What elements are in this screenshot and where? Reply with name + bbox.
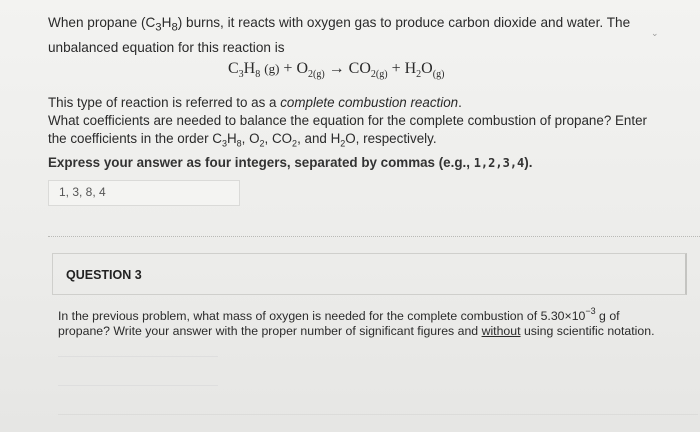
reaction-arrow: →	[328, 60, 345, 77]
q3-text-a: In the previous problem, what mass of oxygen is needed for the complete combustion of 5.30×10	[58, 309, 586, 323]
combustion-note	[48, 94, 668, 112]
q3-text-b: g of propane? Write your answer with the proper number of significant figures and	[58, 309, 620, 338]
answer-instruction	[48, 155, 532, 170]
instruction-example: 1,2,3,4	[473, 156, 525, 170]
q3-bottom-rule	[58, 414, 698, 416]
q3-answer-field[interactable]	[58, 356, 218, 386]
question3-text	[58, 304, 658, 339]
instruction-end: ).	[524, 155, 533, 170]
note-text: This type of reaction is referred to as a	[48, 95, 281, 110]
intro-text-a: When propane (C	[48, 15, 156, 30]
intro-sub-b: 8	[171, 21, 178, 34]
intro-text-b: H	[161, 15, 172, 30]
note-emphasis: complete combustion reaction	[280, 95, 459, 110]
reaction-equation: $C_3H_8$ $(g) + O_{2(g)} \to CO_{2(g)} + H_2O_{(g)}$	[228, 60, 445, 81]
chevron-down-icon[interactable]: ⌄	[651, 28, 659, 38]
plus-sign: +	[283, 60, 293, 77]
q3-underlined: without	[481, 324, 521, 338]
section-divider	[48, 236, 700, 238]
note-end: .	[458, 95, 462, 110]
q3-text-c: using scientific notation.	[520, 324, 655, 338]
intro-sub-a: 3	[155, 21, 162, 34]
answer-field[interactable]	[48, 180, 240, 206]
instruction-label: Express your answer as four integers, separated by commas (e.g.,	[48, 155, 474, 170]
plus-sign: +	[391, 60, 401, 77]
question-header-panel	[52, 253, 687, 295]
intro-paragraph	[48, 13, 648, 58]
q3-exponent: −3	[585, 306, 596, 316]
answer-value: 1, 3, 8, 4	[59, 185, 106, 199]
question-title: QUESTION 3	[66, 268, 142, 282]
question-text: What coefficients are needed to balance the equation for the complete combustion of propane? Enter the coefficients in the order $C_3H_8$, $O_2$, $CO_2$, and $H_2O$, respectively.	[48, 113, 648, 149]
intro-text-c: ) burns, it reacts with oxygen gas to produce carbon dioxide and water. The unbalanced equation for this reaction is	[48, 15, 631, 55]
